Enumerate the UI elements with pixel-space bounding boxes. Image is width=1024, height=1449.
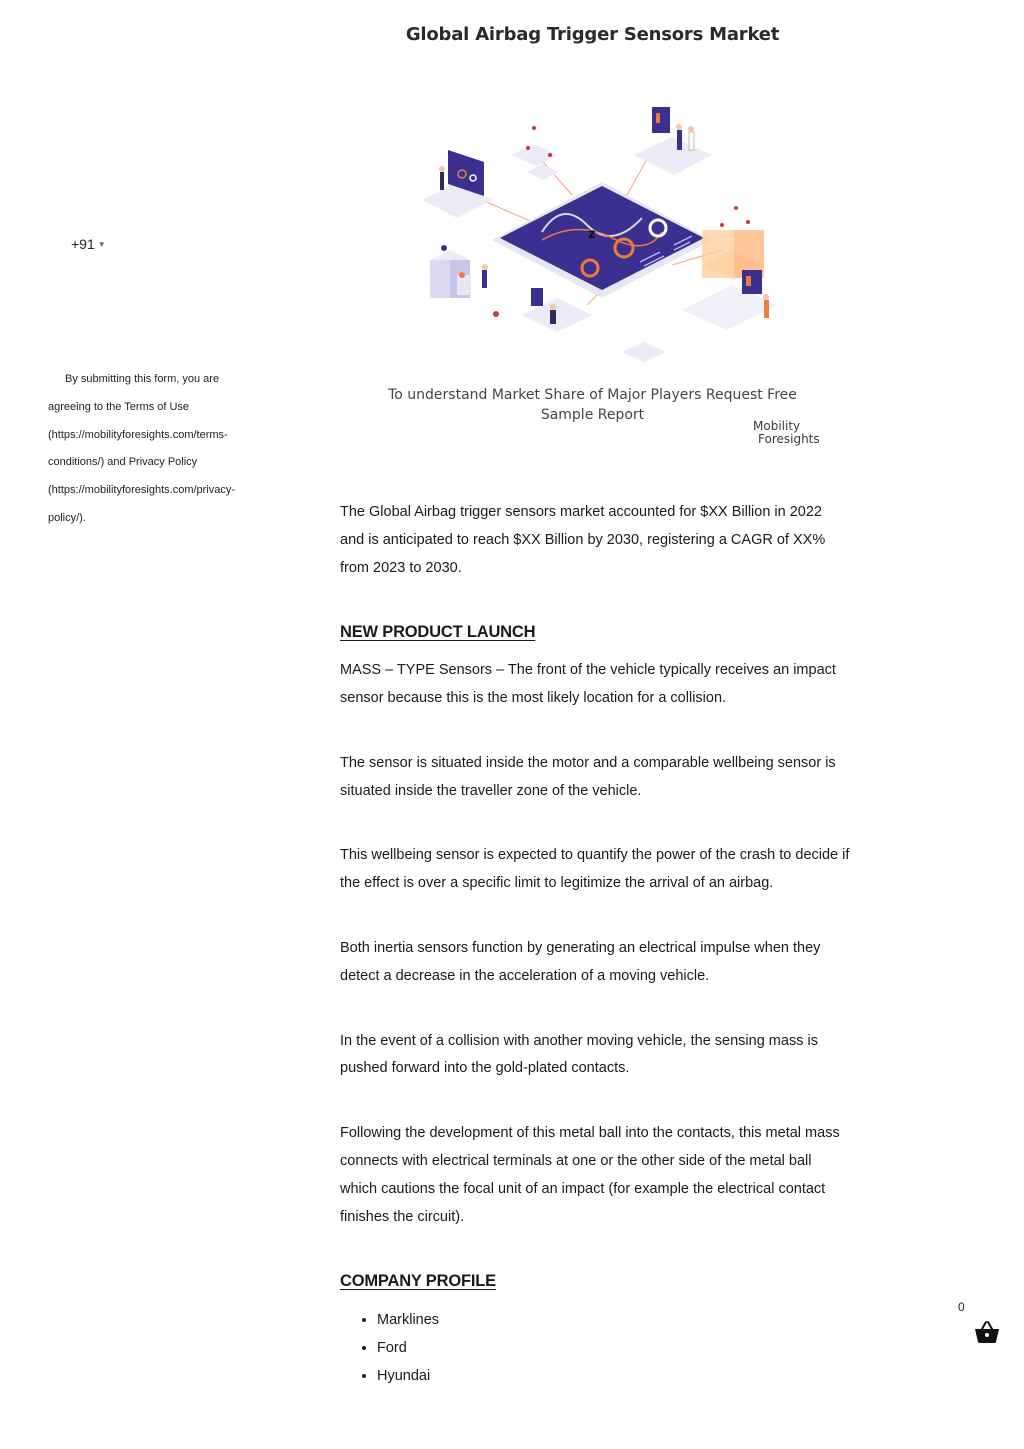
- chevron-down-icon: ▼: [97, 239, 106, 249]
- section-heading-company-profile: COMPANY PROFILE: [340, 1272, 496, 1291]
- list-item: • Marklines: [377, 1306, 850, 1334]
- paragraph: This wellbeing sensor is expected to quantify the power of the crash to decide if the effect is over a specific limit to legitimize the arrival of an airbag.: [340, 847, 850, 892]
- paragraph: Both inertia sensors function by generating an electrical impulse when they detect a decrease in the acceleration of a moving vehicle.: [340, 939, 821, 984]
- list-item: • Ford: [377, 1334, 850, 1362]
- hero-banner[interactable]: [340, 0, 845, 490]
- paragraph: The sensor is situated inside the motor and a comparable wellbeing sensor is situated inside the traveller zone of the vehicle.: [340, 754, 836, 799]
- cart-button[interactable]: [958, 1300, 1008, 1350]
- article-body: [340, 499, 850, 1390]
- hero-caption: To understand Market Share of Major Players Request Free Sample Report: [388, 387, 797, 423]
- list-item: • Hyundai: [377, 1362, 850, 1390]
- cart-count-badge: 0: [958, 1300, 965, 1314]
- logo-line1: Mobility: [753, 419, 801, 433]
- consent-text: By submitting this form, you are agreeing to the Terms of Use (https://mobilityforesights.com/terms-conditions/) and Privacy Policy (https://mobilityforesights.com/privacy-policy/).: [48, 373, 236, 524]
- dashboard-letter: z: [588, 227, 596, 242]
- hero-title: Global Airbag Trigger Sensors Market: [405, 24, 780, 45]
- basket-icon: [974, 1320, 1000, 1344]
- phone-country-code-select[interactable]: [71, 236, 106, 252]
- paragraph: Following the development of this metal ball into the contacts, this metal mass connects with electrical terminals at one or the other side of the metal ball which cautions the focal unit of an impact (for example the electrical contact finishes the circuit).: [340, 1125, 840, 1225]
- phone-code-label: +91: [71, 236, 95, 252]
- mobility-foresights-logo: [753, 420, 820, 446]
- company-list: [340, 1306, 850, 1390]
- intro-paragraph: The Global Airbag trigger sensors market accounted for $XX Billion in 2022 and is anticipated to reach $XX Billion by 2030, registering a CAGR of XX% from 2023 to 2030.: [340, 504, 826, 576]
- logo-line2: Foresights: [758, 432, 820, 446]
- isometric-dashboard-illustration: [412, 100, 792, 375]
- paragraph: In the event of a collision with another moving vehicle, the sensing mass is pushed forward into the gold-plated contacts.: [340, 1032, 818, 1077]
- paragraph: MASS – TYPE Sensors – The front of the vehicle typically receives an impact sensor because this is the most likely location for a collision.: [340, 662, 836, 706]
- section-heading-new-product-launch: NEW PRODUCT LAUNCH: [340, 623, 536, 642]
